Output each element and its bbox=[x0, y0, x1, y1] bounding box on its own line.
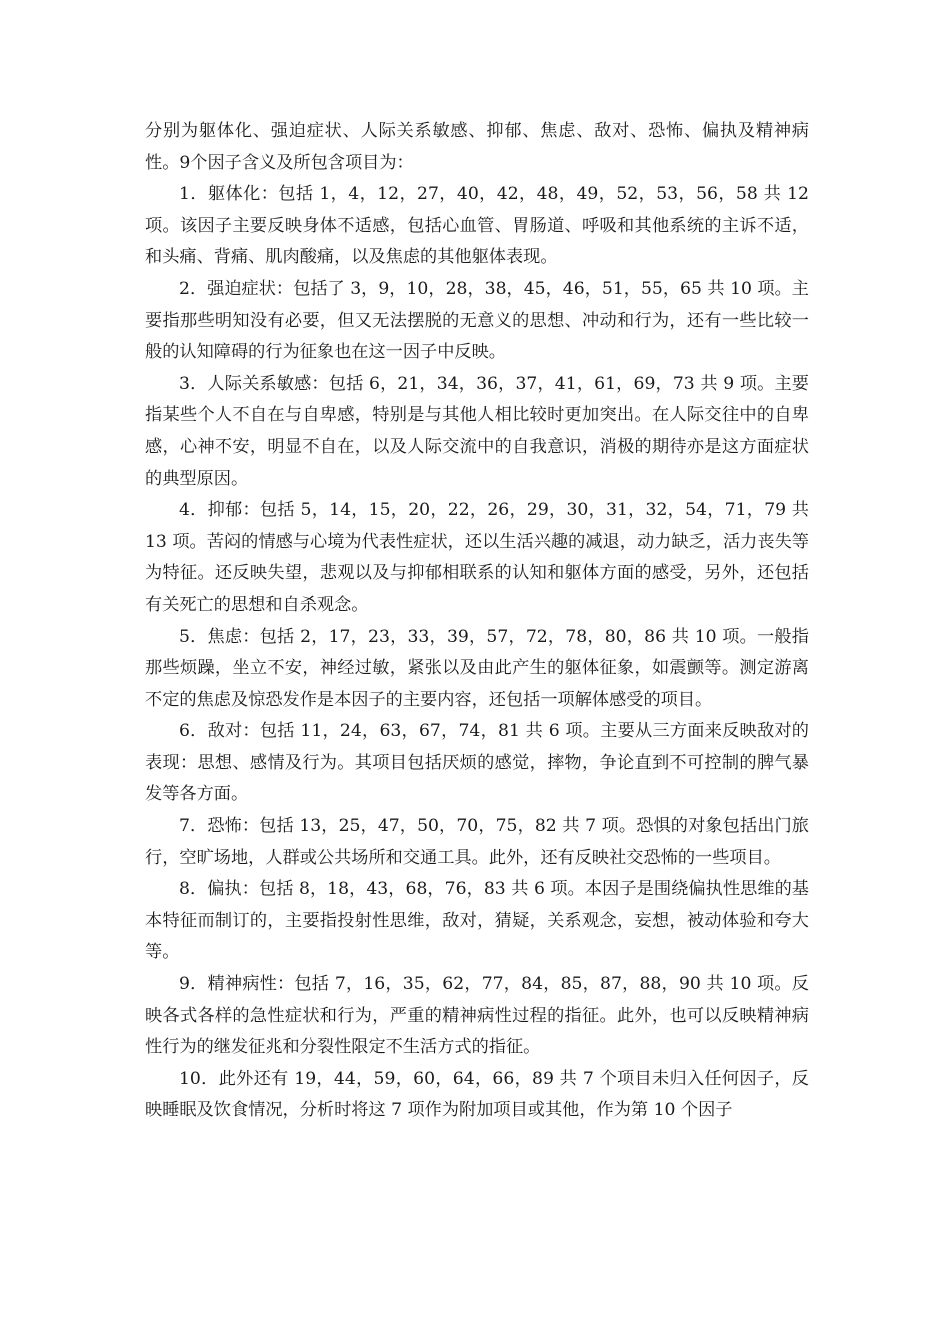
factor-paragraph-10: 10．此外还有 19，44，59，60，64，66，89 共 7 个项目未归入任何因子，反映睡眠及饮食情况，分析时将这 7 项作为附加项目或其他，作为第 10 个因子 bbox=[145, 1068, 809, 1121]
factor-paragraph-2: 2．强迫症状：包括了 3，9，10，28，38，45，46，51，55，65 共 10 项。主要指那些明知没有必要，但又无法摆脱的无意义的思想、冲动和行为，还有一些比较一般的认知障碍的行为征象也在这一因子中反映。 bbox=[145, 278, 809, 363]
factor-paragraph-1: 1．躯体化：包括 1，4，12，27，40，42，48，49，52，53，56，58 共 12 项。该因子主要反映身体不适感，包括心血管、胃肠道、呼吸和其他系统的主诉不适，和头痛、背痛、肌肉酸痛，以及焦虑的其他躯体表现。 bbox=[145, 184, 809, 268]
intro-paragraph: 分别为躯体化、强迫症状、人际关系敏感、抑郁、焦虑、敌对、恐怖、偏执及精神病性。9个因子含义及所包含项目为： bbox=[145, 121, 809, 173]
factor-paragraph-7: 7．恐怖：包括 13，25，47，50，70，75，82 共 7 项。恐惧的对象包括出门旅行，空旷场地，人群或公共场所和交通工具。此外，还有反映社交恐怖的一些项目。 bbox=[145, 816, 809, 868]
factor-paragraph-4: 4．抑郁：包括 5，14，15，20，22，26，29，30，31，32，54，71，79 共 13 项。苦闷的情感与心境为代表性症状，还以生活兴趣的减退，动力缺乏，活力丧失等为特征。还反映失望，悲观以及与抑郁相联系的认知和躯体方面的感受，另外，还包括有关死亡的思想和自杀观念。 bbox=[145, 500, 809, 615]
factor-paragraph-9: 9．精神病性：包括 7，16，35，62，77，84，85，87，88，90 共 10 项。反映各式各样的急性症状和行为，严重的精神病性过程的指征。此外，也可以反映精神病性行为的继发征兆和分裂性限定不生活方式的指征。 bbox=[145, 974, 809, 1058]
factor-paragraph-8: 8．偏执：包括 8，18，43，68，76，83 共 6 项。本因子是围绕偏执性思维的基本特征而制订的，主要指投射性思维，敌对，猜疑，关系观念，妄想，被动体验和夸大等。 bbox=[145, 879, 809, 963]
document-body bbox=[145, 116, 809, 1127]
factor-paragraph-5: 5．焦虑：包括 2，17，23，33，39，57，72，78，80，86 共 10 项。一般指那些烦躁，坐立不安，神经过敏，紧张以及由此产生的躯体征象，如震颤等。测定游离不定的焦虑及惊恐发作是本因子的主要内容，还包括一项解体感受的项目。 bbox=[145, 626, 809, 710]
factor-paragraph-3: 3．人际关系敏感：包括 6，21，34，36，37，41，61，69，73 共 9 项。主要指某些个人不自在与自卑感，特别是与其他人相比较时更加突出。在人际交往中的自卑感，心神不安，明显不自在，以及人际交流中的自我意识，消极的期待亦是这方面症状的典型原因。 bbox=[145, 373, 809, 489]
factor-paragraph-6: 6．敌对：包括 11，24，63，67，74，81 共 6 项。主要从三方面来反映敌对的表现：思想、感情及行为。其项目包括厌烦的感觉，摔物，争论直到不可控制的脾气暴发等各方面。 bbox=[145, 721, 809, 805]
